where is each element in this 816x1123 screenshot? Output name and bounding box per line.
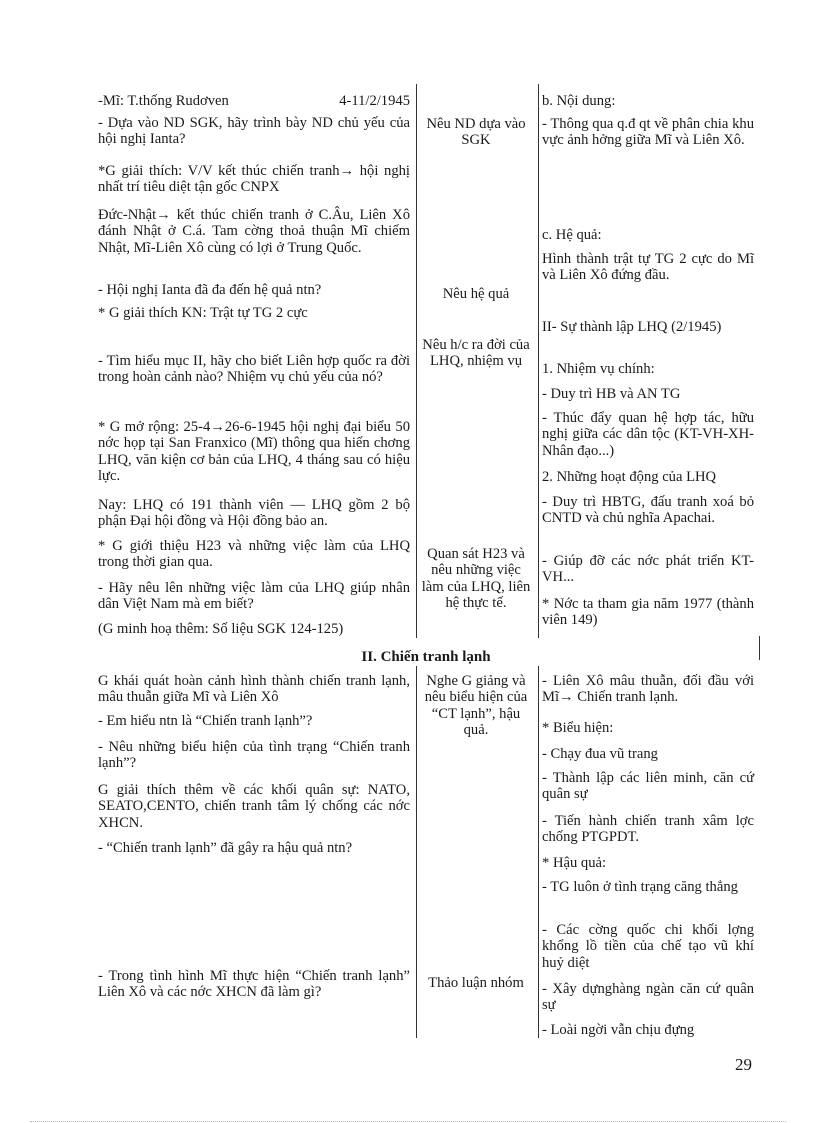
left-text-block: - Dựa vào ND SGK, hãy trình bày ND chủ yếu của hội nghị Ianta? [98,115,410,148]
left-text-block: Nay: LHQ có 191 thành viên — LHQ gồm 2 bộ phận Đại hội đồng và Hội đồng bảo an. [98,497,410,530]
page-bottom-rule [30,1121,786,1122]
content-text: - Duy trì HBTG, đấu tranh xoá bỏ CNTD và chủ nghĩa Apachai. [542,494,754,527]
content-text: - Liên Xô mâu thuẫn, đối đầu với Mĩ→ Chiến tranh lạnh. [542,673,754,706]
content-text: - TG luôn ở tình trạng căng thẳng [542,879,738,895]
participant-text: -Mĩ: T.thống Rudơven [98,93,229,109]
activity-text: Nêu ND dựa vào SGK [426,116,526,149]
left-text-block: - Hãy nêu lên những việc làm của LHQ giúp nhân dân Việt Nam mà em biết? [98,580,410,613]
left-text-block: * G giới thiệu H23 và những việc làm của LHQ trong thời gian qua. [98,538,410,571]
left-text-block: * G mở rộng: 25-4→26-6-1945 hội nghị đại biểu 50 nớc họp tại San Franxico (Mĩ) thông qua hiến chơng LHQ, văn kiện cơ bản của LHQ, 4 tháng sau có hiệu lực. [98,419,410,485]
content-text: - Duy trì HB và AN TG [542,386,681,402]
content-text: - Thông qua q.đ qt về phân chia khu vực ảnh hởng giữa Mĩ và Liên Xô. [542,116,754,149]
content-text: - Giúp đỡ các nớc phát triển KT-VH... [542,553,754,586]
content-text: - Thành lập các liên minh, căn cứ quân sự [542,770,754,803]
left-text-block: - Trong tình hình Mĩ thực hiện “Chiến tranh lạnh” Liên Xô và các nớc XHCN đã làm gì? [98,968,410,1001]
content-text: - Các cờng quốc chi khối lợng khổng lồ tiền của chế tạo vũ khí huỷ diệt [542,922,754,971]
activity-text: Quan sát H23 và nêu những việc làm của LHQ, liên hệ thực tế. [421,546,531,612]
content-text: - Xây dựnghàng ngàn căn cứ quân sự [542,981,754,1014]
left-text-block: G giải thích thêm về các khối quân sự: NATO, SEATO,CENTO, chiến tranh tâm lý chống các nớc XHCN. [98,782,410,831]
page-number: 29 [735,1055,752,1074]
left-text-block: * G giải thích KN: Trật tự TG 2 cực [98,305,308,321]
column-divider-left-2 [416,666,417,1038]
left-text-block: *G giải thích: V/V kết thúc chiến tranh→ hội nghị nhất trí tiêu diệt tận gốc CNPX [98,163,410,196]
ianta-participant-line [98,93,410,109]
content-text: Hình thành trật tự TG 2 cực do Mĩ và Liên Xô đứng đầu. [542,251,754,284]
left-text-block: Đức-Nhật→ kết thúc chiến tranh ở C.Âu, Liên Xô đánh Nhật ở C.á. Tam cờng thoả thuận Mĩ chiếm Nhật, Mĩ-Liên Xô cùng có lợi ở Trung Quốc. [98,207,410,256]
column-divider-right-2 [538,666,539,1038]
activity-text: Thảo luận nhóm [428,975,524,991]
left-text-block: - Tìm hiểu mục II, hãy cho biết Liên hợp quốc ra đời trong hoàn cảnh nào? Nhiệm vụ chủ yếu của nó? [98,353,410,386]
conference-date: 4-11/2/1945 [339,93,410,109]
content-text: 1. Nhiệm vụ chính: [542,361,655,377]
section-heading: II. Chiến tranh lạnh [361,649,491,665]
activity-text: Nghe G giảng và nêu biểu hiện của “CT lạnh”, hậu quả. [424,673,528,739]
left-text-block: - Hội nghị Ianta đã đa đến hệ quả ntn? [98,282,322,298]
activity-text: Nêu hệ quả [442,286,510,302]
content-text: - Tiến hành chiến tranh xâm lợc chống PTGPDT. [542,813,754,846]
content-text: b. Nội dung: [542,93,616,109]
left-text-block: (G minh hoạ thêm: Số liệu SGK 124-125) [98,621,344,637]
left-text-block: - Nêu những biểu hiện của tình trạng “Chiến tranh lạnh”? [98,739,410,772]
column-divider-right [538,84,539,638]
content-text: c. Hệ quả: [542,227,602,243]
left-text-block: G khái quát hoàn cảnh hình thành chiến tranh lạnh, mâu thuẫn giữa Mĩ và Liên Xô [98,673,410,706]
left-text-block: - “Chiến tranh lạnh” đã gây ra hậu quả ntn? [98,840,353,856]
content-text: - Thúc đẩy quan hệ hợp tác, hữu nghị giữa các dân tộc (KT-VH-XH-Nhân đạo...) [542,410,754,459]
activity-text: Nêu h/c ra đời của LHQ, nhiệm vụ [422,337,530,370]
content-text: * Biểu hiện: [542,720,614,736]
content-text: * Hậu quả: [542,855,607,871]
left-text-block: - Em hiểu ntn là “Chiến tranh lạnh”? [98,713,313,729]
margin-mark [759,636,760,660]
content-text: * Nớc ta tham gia năm 1977 (thành viên 149) [542,596,754,629]
content-text: - Chạy đua vũ trang [542,746,658,762]
content-text: II- Sự thành lập LHQ (2/1945) [542,319,722,335]
column-divider-left [416,84,417,638]
content-text: 2. Những hoạt động của LHQ [542,469,717,485]
content-text: - Loài ngời vẫn chịu đựng [542,1022,695,1038]
